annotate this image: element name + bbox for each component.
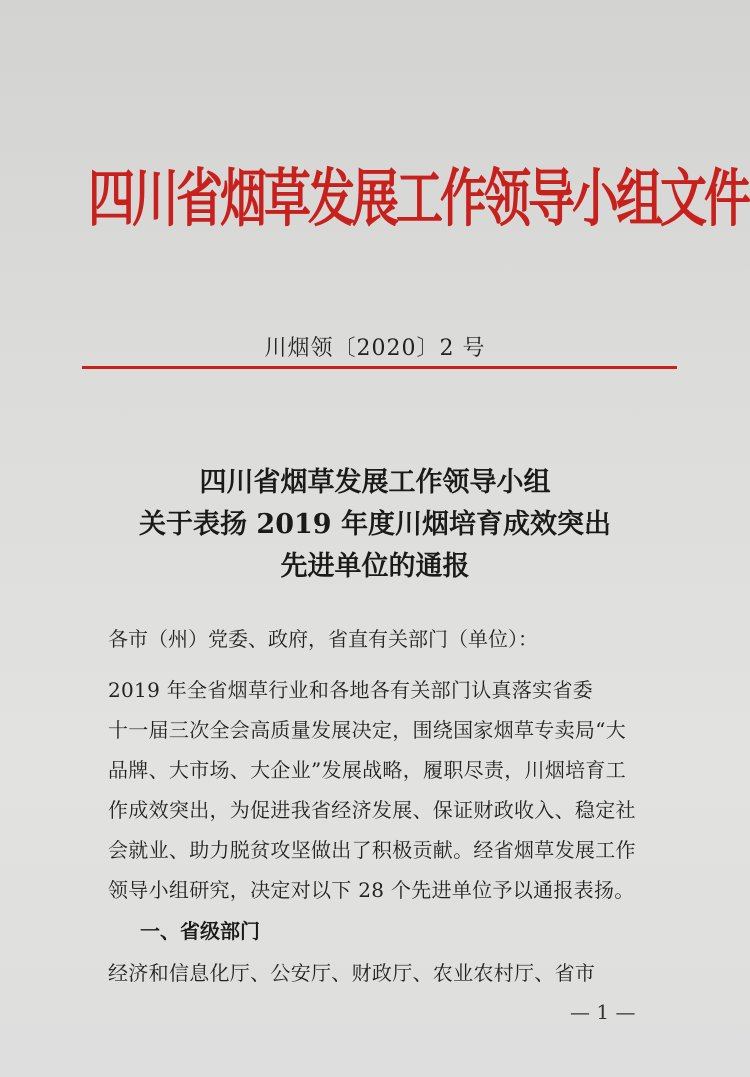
section-line-1: 经济和信息化厅、公安厅、财政厅、农业农村厅、省市 [108, 961, 596, 985]
section-heading: 一、省级部门 [140, 919, 260, 943]
page-number: — 1 — [570, 1000, 636, 1024]
notice-title-line-1: 四川省烟草发展工作领导小组 [199, 467, 551, 498]
document-number: 川烟领〔2020〕2 号 [264, 336, 486, 361]
notice-title-line-3: 先进单位的通报 [280, 551, 470, 582]
paragraph-line-4: 作成效突出，为促进我省经济发展、保证财政收入、稳定社 [108, 798, 636, 822]
notice-title [0, 462, 750, 588]
paragraph-line-2: 十一届三次全会高质量发展决定，围绕国家烟草专卖局“大 [108, 718, 627, 742]
notice-title-line-2: 关于表扬 2019 年度川烟培育成效突出 [139, 509, 611, 540]
paragraph-line-5: 会就业、助力脱贫攻坚做出了积极贡献。经省烟草发展工作 [108, 838, 636, 862]
salutation: 各市（州）党委、政府，省直有关部门（单位）： [108, 627, 538, 651]
paragraph-line-6: 领导小组研究，决定对以下 28 个先进单位予以通报表扬。 [108, 878, 635, 902]
document-header-title: 四川省烟草发展工作领导小组文件 [88, 162, 748, 236]
red-separator-line [82, 366, 677, 369]
paragraph-line-1: 2019 年全省烟草行业和各地各有关部门认真落实省委 [108, 678, 594, 702]
paragraph-line-3: 品牌、大市场、大企业”发展战略，履职尽责，川烟培育工 [108, 758, 627, 782]
